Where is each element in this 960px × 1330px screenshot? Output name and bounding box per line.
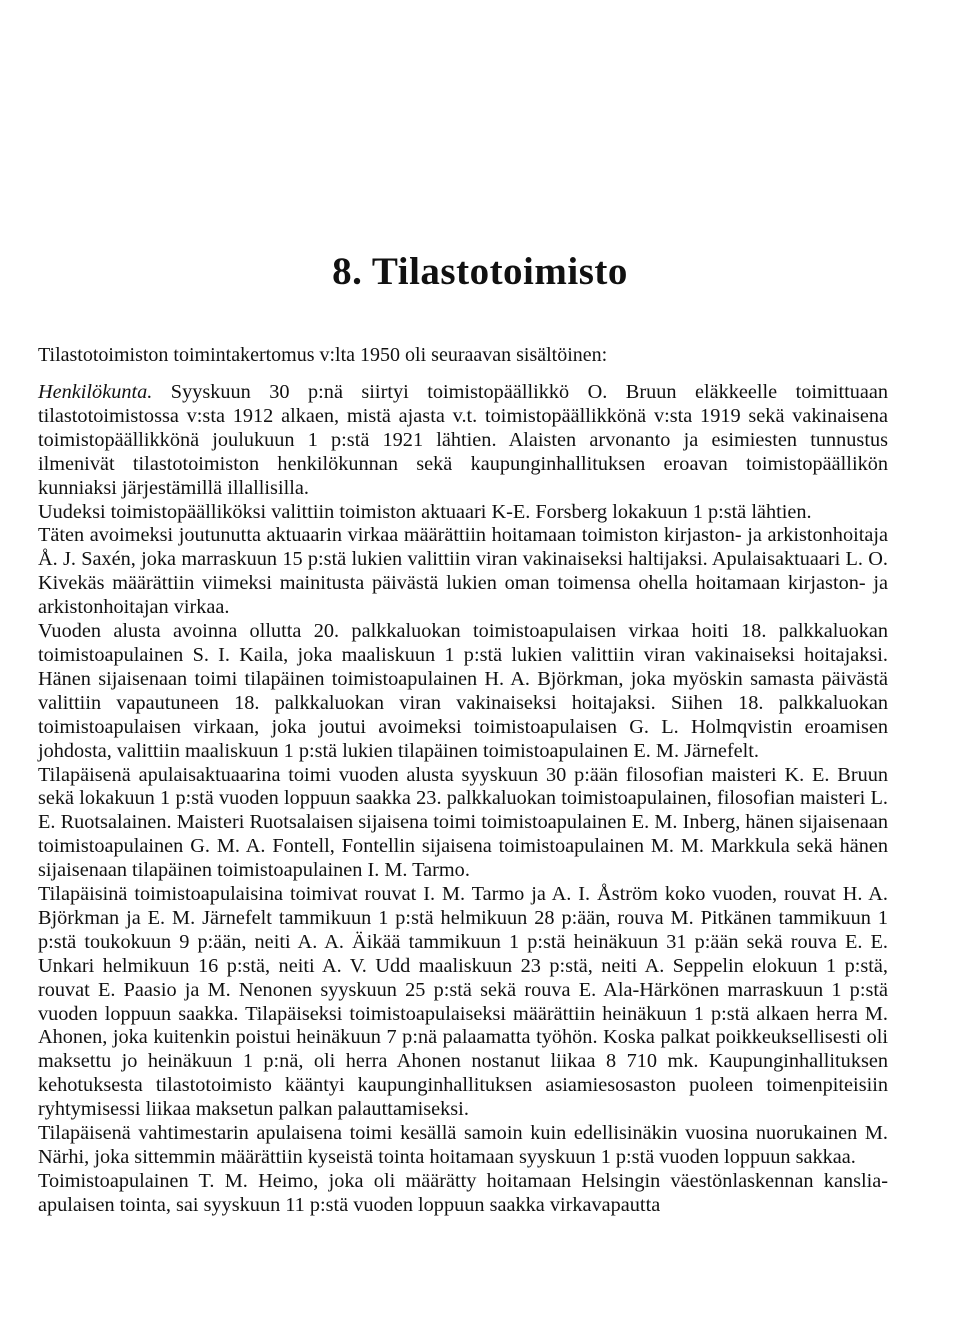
intro-line: Tilastotoimiston toimintakertomus v:lta 1950 oli seuraavan sisältöinen:	[38, 344, 608, 366]
paragraph-vacancy	[38, 620, 888, 763]
paragraph-temporary-staff	[38, 883, 888, 1122]
paragraph-text: Vuoden alusta avoinna ollutta 20. palkkaluokan toimistoapulaisen virkaa hoiti 18. palkkaluokan toimistoapulainen S. I. Kaila, joka maaliskuun 1 p:stä lukien valittiin viran vakinaiseksi hoitajaksi. Hänen sijaisenaan toimi tilapäinen toimistoapulainen H. A. Björkman, joka myöskin samasta päivästä valittiin vapautuneen 18. palkkaluokan viran vakinaiseksi hoitajaksi. Siihen 18. palkkaluokan toimistoapulaisen virkaan, joka joutui avoimeksi toimistoapulaisen G. L. Holmqvistin eroamisen johdosta, valittiin maaliskuun 1 p:stä lukien tilapäinen toimistoapulainen E. M. Järnefelt.	[38, 620, 888, 762]
paragraph-text: Tilapäisenä vahtimestarin apulaisena toimi kesällä samoin kuin edellisinäkin vuosina nuorukainen M. Närhi, joka sittemmin määrättiin kyseistä tointa hoitamaan syyskuun 1 p:stä vuoden loppuun sakkaa.	[38, 1122, 888, 1168]
paragraph-text: Toimistoapulainen T. M. Heimo, joka oli määrätty hoitamaan Helsingin väestönlaskennan kanslia-apulaisen tointa, sai syyskuun 11 p:stä vuoden loppuun saakka virkavapautta	[38, 1169, 888, 1216]
paragraph-text: Tilapäisenä apulaisaktuaarina toimi vuoden alusta syyskuun 30 p:ään filosofian maisteri K. E. Bruun sekä lokakuun 1 p:stä vuoden loppuun saakka 23. palkkaluokan toimistoapulainen, filosofian maisteri L. E. Ruotsalainen. Maisteri Ruotsalaisen sijaisena toimi toimistoapulainen E. M. Inberg, hänen sijaisenaan toimistoapulainen G. M. A. Fontell, Fontellin sijaisena toimistoapulainen M. M. Markkula sekä hänen sijaisenaan tilapäinen toimistoapulainen I. M. Tarmo.	[38, 763, 888, 882]
paragraph-new-chief	[38, 501, 888, 525]
paragraph-actuary	[38, 524, 888, 620]
paragraph-text: Tilapäisinä toimistoapulaisina toimivat rouvat I. M. Tarmo ja A. I. Åström koko vuoden, rouvat H. A. Björkman ja E. M. Järnefelt tammikuun 1 p:stä helmikuun 28 p:ään, rouva M. Pitkänen tammikuun 1 p:stä toukokuun 9 p:ään, neiti A. A. Äikää tammikuun 1 p:stä heinäkuun 31 p:ään sekä rouva E. E. Unkari helmikuun 16 p:stä, neiti A. V. Udd maaliskuun 23 p:stä, neiti A. Seppelin elokuun 1 p:stä, rouvat E. Paasio ja M. Nenonen syyskuun 25 p:stä sekä rouva E. Ala-Härkönen marraskuun 1 p:stä vuoden loppuun saakka. Tilapäiseksi toimistoapulaiseksi määrättiin heinäkuun 1 p:stä alkaen herra M. Ahonen, joka kuitenkin poistui heinäkuun 7 p:nä palaamatta työhön. Koska palkat poikkeuksellisesti oli maksettu jo heinäkuun 1 p:nä, oli herra Ahonen nostanut liikaa 8 710 mk. Kaupunginhallituksen kehotuksesta tilastotoimisto kääntyi kaupunginhallituksen asiamiesosaston puoleen toimenpiteisiin ryhtymisessi liikaa maksetun palkan palauttamiseksi.	[38, 883, 888, 1121]
paragraph-leave	[38, 1170, 888, 1218]
body-text	[38, 381, 888, 1218]
paragraph-lead: Henkilökunta.	[38, 381, 153, 403]
paragraph-text: Syyskuun 30 p:nä siirtyi toimistopäällikkö O. Bruun eläkkeelle toimittuaan tilastotoimistossa v:sta 1912 alkaen, mistä ajasta v.t. toimistopäällikkönä v:sta 1919 sekä vakinaisena toimistopäällikkönä joulukuun 1 p:stä 1921 lähtien. Alaisten arvonanto ja esimiesten tunnustus ilmenivät tilastotoimiston henkilökunnan sekä kaupunginhallituksen eroavan toimistopäällikön kunniaksi järjestämillä illallisilla.	[38, 381, 888, 499]
section-heading: 8. Tilastotoimisto	[332, 250, 628, 293]
paragraph-text: Uudeksi toimistopäälliköksi valittiin toimiston aktuaari K-E. Forsberg lokakuun 1 p:stä lähtien.	[38, 500, 812, 523]
paragraph-temporary-actuary	[38, 764, 888, 884]
paragraph-janitor-assistant	[38, 1122, 888, 1170]
paragraph-text: Täten avoimeksi joutunutta aktuaarin virkaa määrättiin hoitamaan toimiston kirjaston- ja arkistonhoitaja Å. J. Saxén, joka marraskuun 15 p:stä lukien valittiin viran vakinaiseksi haltijaksi. Apulaisaktuaari L. O. Kivekäs määrättiin viimeksi mainitusta päivästä lukien oman toimensa ohella hoitamaan kirjaston- ja arkistonhoitajan virkaa.	[38, 524, 888, 619]
paragraph-personnel	[38, 381, 888, 501]
